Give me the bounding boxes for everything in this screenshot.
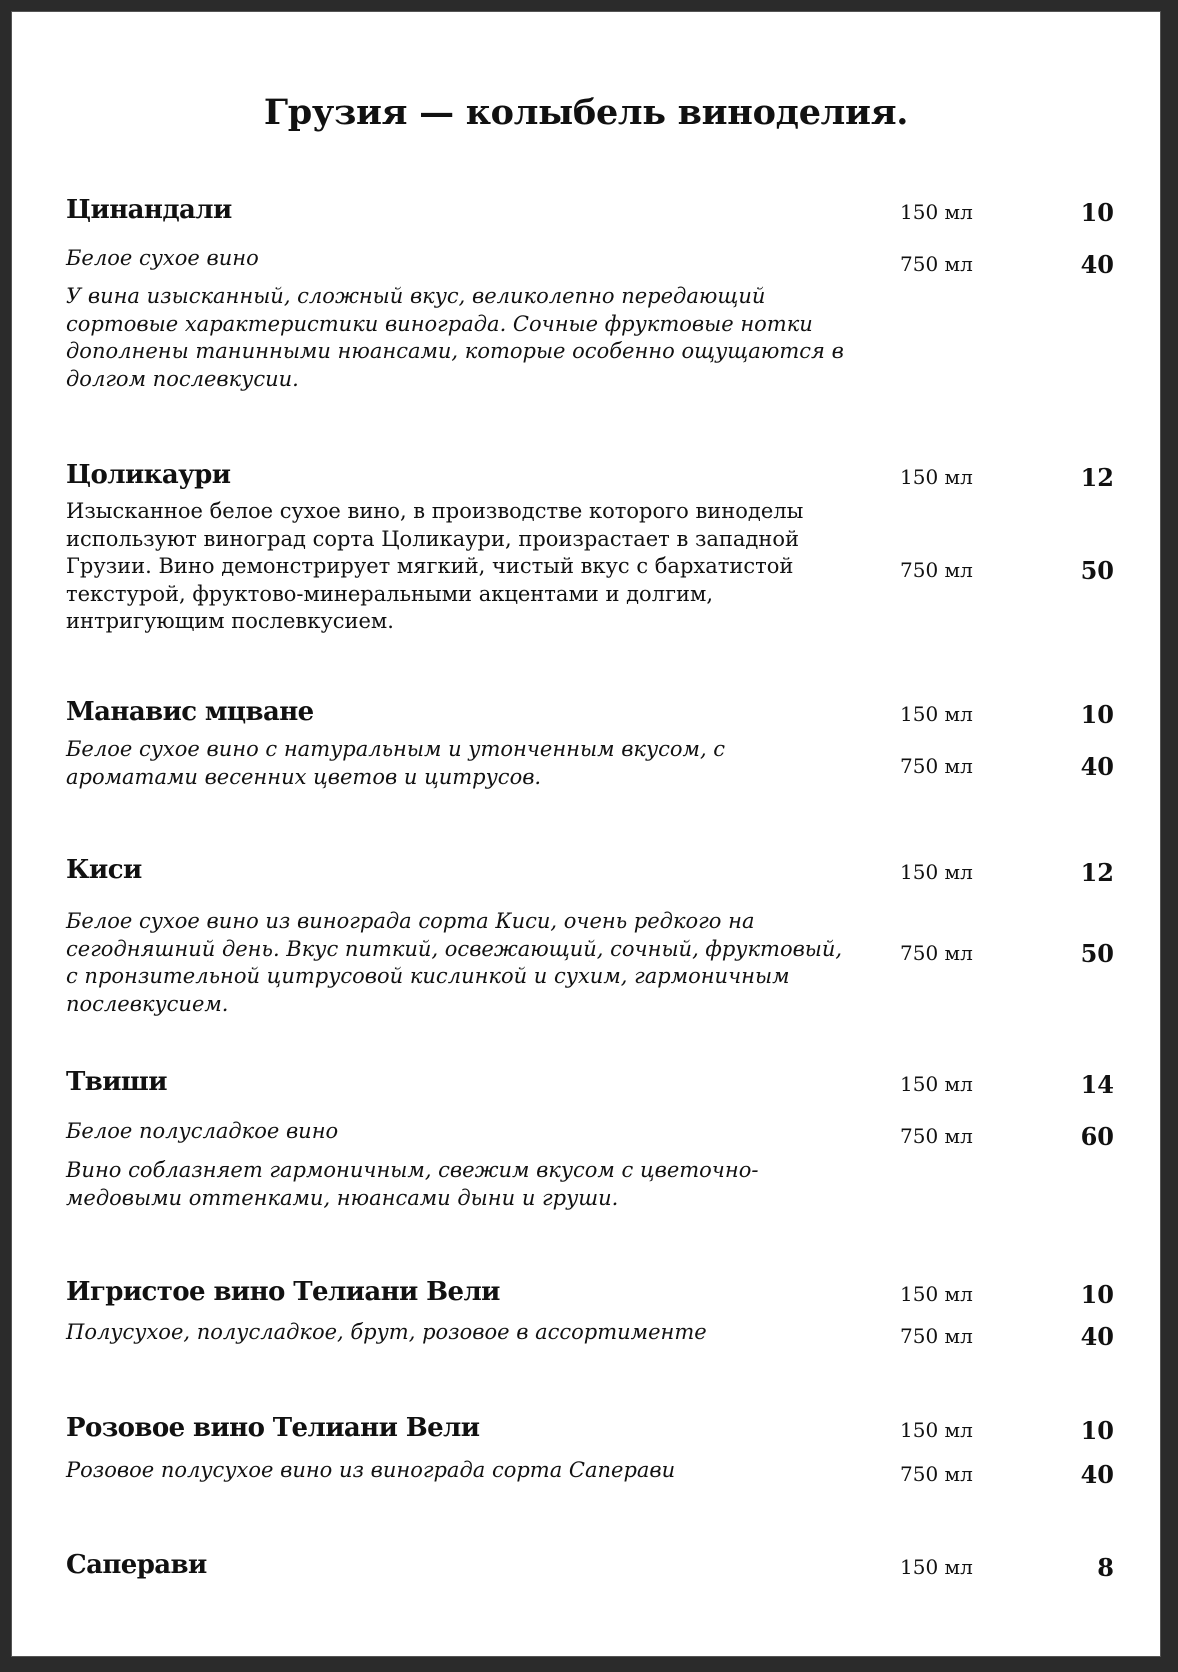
volume-label: 750 мл (900, 252, 973, 276)
wine-description: Белое сухое вино из винограда сорта Киси, очень редкого на сегодняшний день. Вкус питкий, освежающий, сочный, фруктовый, с пронзительной цитрусовой кислинкой и сухим, гармоничным послевкусием. (66, 909, 843, 1016)
volume-label: 750 мл (900, 1124, 973, 1148)
volume-label: 150 мл (900, 702, 973, 726)
volume-label: 150 мл (900, 1418, 973, 1442)
wine-description: Изысканное белое сухое вино, в производстве которого виноделы используют виноград сорта Цоликаури, произрастает в западной Грузии. Вино демонстрирует мягкий, чистый вкус с бархатистой текстурой, фруктово-минеральными акцентами и долгим, интригующим послевкусием. (66, 499, 804, 633)
volume-label: 150 мл (900, 1282, 973, 1306)
wine-subtitle: Белое полусладкое вино (66, 1119, 339, 1143)
volume-label: 750 мл (900, 558, 973, 582)
wine-subtitle: Розовое полусухое вино из винограда сорта Саперави (66, 1458, 676, 1482)
volume-label: 750 мл (900, 1324, 973, 1348)
price-value: 40 (1080, 1322, 1114, 1351)
wine-name: Саперави (66, 1550, 207, 1580)
volume-label: 750 мл (900, 754, 973, 778)
price-value: 50 (1080, 939, 1114, 968)
volume-label: 750 мл (900, 1462, 973, 1486)
wine-description: Вино соблазняет гармоничным, свежим вкусом с цветочно-медовыми оттенками, нюансами дыни и груши. (66, 1158, 759, 1210)
menu-page (11, 11, 1161, 1657)
price-value: 12 (1080, 463, 1114, 492)
wine-description: У вина изысканный, сложный вкус, великолепно передающий сортовые характеристики винограда. Сочные фруктовые нотки дополнены танинными нюансами, которые особенно ощущаются в долгом послевкусии. (66, 284, 844, 391)
price-value: 40 (1080, 250, 1114, 279)
price-value: 40 (1080, 1460, 1114, 1489)
price-value: 8 (1097, 1553, 1114, 1582)
volume-label: 150 мл (900, 200, 973, 224)
wine-name: Манавис мцване (66, 697, 314, 727)
price-value: 40 (1080, 752, 1114, 781)
price-value: 10 (1080, 1416, 1114, 1445)
wine-name: Игристое вино Телиани Вели (66, 1277, 500, 1307)
price-value: 50 (1080, 556, 1114, 585)
wine-name: Киси (66, 855, 142, 885)
page-title: Грузия — колыбель виноделия. (263, 92, 909, 133)
wine-name: Цоликаури (66, 460, 231, 490)
wine-description: Белое сухое вино с натуральным и утонченным вкусом, с ароматами весенних цветов и цитрусов. (66, 737, 726, 789)
wine-name: Цинандали (66, 195, 232, 225)
volume-label: 150 мл (900, 465, 973, 489)
wine-subtitle: Белое сухое вино (66, 246, 259, 270)
price-value: 60 (1080, 1122, 1114, 1151)
price-value: 14 (1080, 1070, 1114, 1099)
volume-label: 150 мл (900, 1072, 973, 1096)
wine-name: Розовое вино Телиани Вели (66, 1413, 480, 1443)
price-value: 10 (1080, 1280, 1114, 1309)
volume-label: 150 мл (900, 860, 973, 884)
price-value: 10 (1080, 198, 1114, 227)
wine-subtitle: Полусухое, полусладкое, брут, розовое в ассортименте (66, 1320, 707, 1344)
price-value: 10 (1080, 700, 1114, 729)
volume-label: 150 мл (900, 1555, 973, 1579)
wine-name: Твиши (66, 1067, 167, 1097)
volume-label: 750 мл (900, 941, 973, 965)
price-value: 12 (1080, 858, 1114, 887)
